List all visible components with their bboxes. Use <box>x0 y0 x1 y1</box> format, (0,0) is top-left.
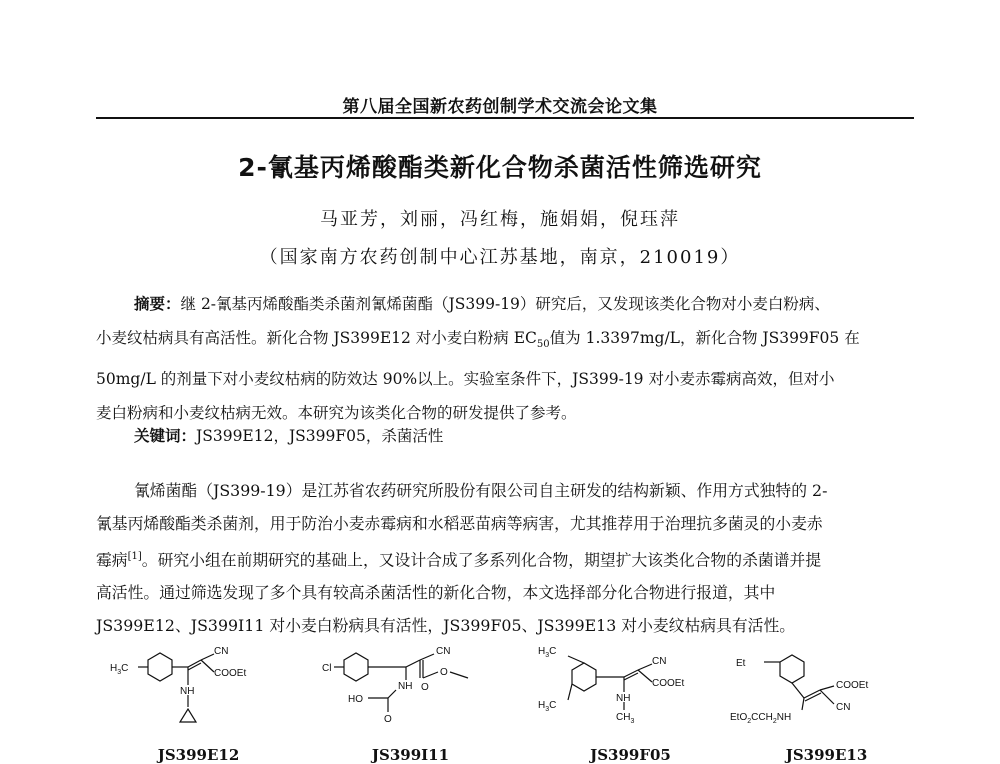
label-nh: NH <box>180 686 195 697</box>
structure-drawing-js399f05 <box>528 642 733 746</box>
label-cn: CN <box>436 646 451 657</box>
paper-title: 2-氰基丙烯酸酯类新化合物杀菌活性筛选研究 <box>238 153 762 182</box>
compound-name: JS399E13 <box>785 746 868 764</box>
abstract-line-3: 50mg/L 的剂量下对小麦纹枯病的防效达 90%以上。实验室条件下，JS399-19 对小麦赤霉病高效，但对小 <box>96 370 835 389</box>
body-line-3 <box>96 540 914 576</box>
svg-text:CH3: $CH_3$ <box>616 712 635 725</box>
label-ho: HO <box>348 694 363 705</box>
chemical-structures <box>96 642 914 764</box>
label-o: O <box>421 682 429 693</box>
affiliation: （国家南方农药创制中心江苏基地，南京，210019） <box>259 247 741 268</box>
keywords-text: JS399E12，JS399F05，杀菌活性 <box>196 427 444 445</box>
header-rule <box>96 117 914 119</box>
ec50-subscript: 50 <box>536 339 550 351</box>
structure-drawing-js399e12 <box>96 642 301 746</box>
structure-js399e13 <box>724 642 929 764</box>
body-text-3a: 霉病 <box>96 550 128 570</box>
authors: 马亚芳，刘丽，冯红梅，施娟娟，倪珏萍 <box>320 209 680 230</box>
label-o3: O <box>440 667 448 678</box>
body-line-1: 氰烯菌酯（JS399-19）是江苏省农药研究所股份有限公司自主研发的结构新颖、作用方式独特的 2- <box>134 481 828 500</box>
svg-text:H3C: $H_3C$ <box>538 646 557 659</box>
keywords <box>134 424 914 446</box>
svg-text:H3C: $H_3C$ <box>110 663 129 676</box>
label-o2: O <box>384 714 392 725</box>
abstract-text-2b: 值为 1.3397mg/L，新化合物 JS399F05 在 <box>549 329 860 347</box>
label-cn: CN <box>214 646 229 657</box>
proceedings-header: 第八届全国新农药创制学术交流会论文集 <box>342 97 658 117</box>
citation-ref-1: [1] <box>127 551 142 562</box>
compound-name: JS399I11 <box>371 746 450 764</box>
intro-paragraph <box>96 474 914 642</box>
body-line-5: JS399E12、JS399I11 对小麦白粉病具有活性，JS399F05、JS399E13 对小麦纹枯病具有活性。 <box>96 616 796 636</box>
label-cl: Cl <box>322 663 332 674</box>
body-line-2: 氰基丙烯酸酯类杀菌剂，用于防治小麦赤霉病和水稻恶苗病等病害，尤其推荐用于治理抗多菌灵的小麦赤 <box>96 514 823 533</box>
label-cn: CN <box>652 656 667 667</box>
body-text-3b: 。研究小组在前期研究的基础上，又设计合成了多系列化合物，期望扩大该类化合物的杀菌谱并提 <box>141 550 822 570</box>
label-cn: CN <box>836 702 851 713</box>
body-line-4: 高活性。通过筛选发现了多个具有较高杀菌活性的新化合物，本文选择部分化合物进行报道，其中 <box>96 583 776 603</box>
abstract-line-1 <box>96 287 914 321</box>
abstract-label: 摘要： <box>134 294 181 313</box>
abstract-text-2: 小麦纹枯病具有高活性。新化合物 JS399E12 对小麦白粉病 EC <box>96 329 537 347</box>
compound-name: JS399E12 <box>157 746 240 764</box>
abstract <box>96 287 914 430</box>
label-cooet: COOEt <box>214 668 247 679</box>
compound-name: JS399F05 <box>590 746 671 764</box>
svg-text:EtO2CCH2NH: $EtO_2CCH_2NH$ <box>730 712 792 725</box>
svg-text:H3C: $H_3C$ <box>538 700 557 713</box>
abstract-text-1: 继 2-氰基丙烯酸酯类杀菌剂氰烯菌酯（JS399-19）研究后，又发现该类化合物对小麦白粉病、 <box>180 295 830 313</box>
abstract-line-2 <box>96 321 914 362</box>
label-cooet: COOEt <box>836 680 869 691</box>
label-nh: NH <box>398 681 413 692</box>
label-et: Et <box>736 658 746 669</box>
structure-js399i11 <box>308 642 513 764</box>
structure-js399f05 <box>528 642 733 764</box>
label-nh: NH <box>616 693 631 704</box>
label-cooet: COOEt <box>652 678 685 689</box>
abstract-line-4: 麦白粉病和小麦纹枯病无效。本研究为该类化合物的研发提供了参考。 <box>96 404 577 423</box>
structure-js399e12 <box>96 642 301 764</box>
keywords-label: 关键词： <box>134 426 197 445</box>
structure-drawing-js399i11 <box>308 642 513 746</box>
structure-drawing-js399e13 <box>724 642 929 746</box>
